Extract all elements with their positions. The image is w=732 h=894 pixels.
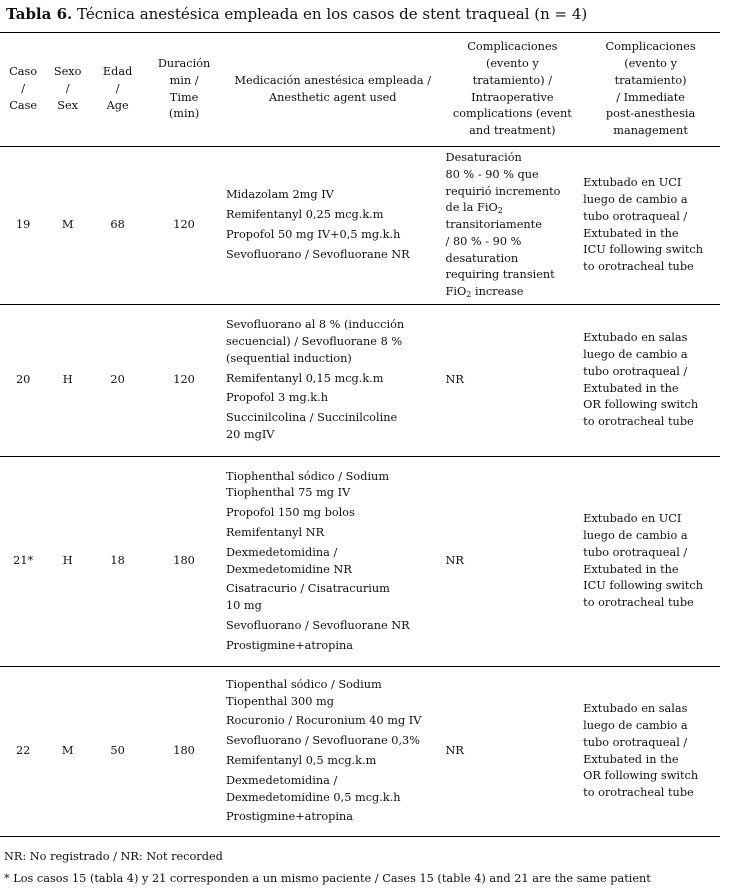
- header-sex: [46, 33, 89, 147]
- header-line: and treatment): [469, 124, 556, 138]
- header-line: (min): [168, 107, 200, 121]
- medication-item: [226, 753, 442, 770]
- post-anesthesia-line: luego de cambio a: [583, 192, 688, 206]
- medication-line: Remifentanyl 0,15 mcg.k.m: [225, 371, 384, 385]
- medication-line: Tiopenthal 300 mg: [225, 694, 334, 708]
- cell-case: [0, 305, 46, 457]
- medication-line: Propofol 50 mg IV+0,5 mg.k.h: [225, 228, 401, 241]
- post-anesthesia-line: tubo orotraqueal /: [583, 364, 688, 378]
- complication-line: FiO$_2$ increase: [445, 285, 524, 300]
- post-anesthesia-line: luego de cambio a: [583, 347, 688, 361]
- cell-time: [146, 457, 222, 667]
- table-row: [0, 667, 720, 837]
- sex-value: M: [61, 744, 74, 758]
- header-line: /: [21, 82, 26, 96]
- header-line: min /: [169, 73, 199, 87]
- header-line: Edad: [102, 65, 133, 79]
- header-line: Duración: [157, 56, 211, 70]
- post-anesthesia-line: ICU following switch: [583, 243, 704, 257]
- medication-line: Dexmedetomidina /: [225, 773, 338, 787]
- post-anesthesia-line: luego de cambio a: [583, 718, 688, 732]
- medication-line: Tiophenthal 75 mg IV: [225, 486, 351, 500]
- table-row: [0, 457, 720, 667]
- medication-line: 20 mgIV: [225, 427, 275, 441]
- post-anesthesia-line: tubo orotraqueal /: [583, 735, 688, 749]
- cell-sex: [46, 147, 89, 305]
- complication-line: desaturation: [445, 251, 519, 265]
- header-line: Time: [169, 90, 199, 104]
- cell-intraop-complication: [444, 305, 582, 457]
- cell-age: [89, 147, 146, 305]
- medication-item: [226, 809, 442, 826]
- cell-intraop-complication: [444, 667, 582, 837]
- post-anesthesia-line: Extubado en salas: [583, 702, 688, 716]
- cell-intraop-complication: [444, 147, 582, 305]
- footnote-nr: NR: No registrado / NR: Not recorded: [4, 850, 223, 863]
- cell-case: [0, 667, 46, 837]
- age-value: 20: [110, 373, 125, 387]
- case-value: 21*: [13, 554, 34, 568]
- medication-line: Dexmedetomidina /: [225, 545, 338, 559]
- header-line: / Immediate: [616, 90, 685, 104]
- cell-medication: [222, 457, 444, 667]
- header-line: Complicaciones: [605, 40, 696, 54]
- post-anesthesia-line: to orotracheal tube: [583, 415, 694, 429]
- complication-line: requiring transient: [445, 268, 555, 282]
- cell-sex: [46, 667, 89, 837]
- cell-sex: [46, 457, 89, 667]
- post-anesthesia-line: Extubado en salas: [583, 331, 688, 345]
- cell-time: [146, 147, 222, 305]
- post-anesthesia-line: to orotracheal tube: [583, 596, 694, 610]
- post-anesthesia-line: to orotracheal tube: [583, 786, 694, 800]
- medication-line: Propofol 3 mg.k.h: [225, 391, 328, 405]
- cell-medication: [222, 305, 444, 457]
- medication-line: Propofol 150 mg bolos: [225, 506, 355, 520]
- header-line: Caso: [9, 65, 38, 79]
- cell-sex: [46, 305, 89, 457]
- footnote-cases: * Los casos 15 (tabla 4) y 21 corresponden a un mismo paciente / Cases 15 (table 4) and 21 are the same patient: [4, 872, 651, 885]
- age-value: 18: [110, 554, 125, 568]
- medication-line: Cisatracurio / Cisatracurium: [225, 582, 390, 596]
- medication-line: Sevofluorano / Sevofluorane NR: [225, 247, 410, 261]
- cell-intraop-complication: [444, 457, 582, 667]
- post-anesthesia-line: Extubado en UCI: [583, 176, 682, 190]
- sex-value: H: [62, 373, 73, 387]
- medication-line: Midazolam 2mg IV: [225, 188, 334, 202]
- header-row: [0, 33, 720, 147]
- post-anesthesia-line: luego de cambio a: [583, 528, 688, 542]
- medication-line: Sevofluorano al 8 % (inducción: [225, 318, 405, 332]
- medication-line: secuencial) / Sevofluorane 8 %: [225, 335, 403, 348]
- case-value: 22: [15, 744, 31, 758]
- medication-line: 10 mg: [225, 599, 262, 613]
- cell-time: [146, 667, 222, 837]
- header-age: [89, 33, 146, 147]
- cell-post-anesthesia: [581, 457, 720, 667]
- complication-line: 80 % - 90 % que: [445, 167, 539, 181]
- medication-item: [226, 713, 442, 730]
- header-line: Case: [9, 98, 38, 112]
- complication-line: requirió incremento: [445, 184, 561, 198]
- medication-item: [226, 638, 442, 655]
- medication-line: Sevofluorano / Sevofluorane 0,3%: [225, 734, 420, 748]
- header-intraop-complications: [444, 33, 582, 147]
- cell-age: [89, 305, 146, 457]
- complication-line: NR: [445, 744, 464, 758]
- table-row: [0, 305, 720, 457]
- post-anesthesia-line: OR following switch: [583, 398, 699, 412]
- cell-post-anesthesia: [581, 667, 720, 837]
- post-anesthesia-line: Extubated in the: [583, 562, 679, 576]
- medication-line: Prostigmine+atropina: [225, 638, 354, 652]
- sex-value: H: [62, 554, 73, 568]
- medication-item: [226, 317, 442, 367]
- table-caption: [6, 5, 587, 23]
- sex-value: M: [61, 218, 74, 232]
- medication-item: [226, 581, 442, 615]
- cell-age: [89, 457, 146, 667]
- medication-line: Tiopenthal sódico / Sodium: [225, 677, 382, 691]
- time-value: 180: [173, 744, 195, 758]
- header-line: Intraoperative: [471, 90, 554, 104]
- cell-age: [89, 667, 146, 837]
- header-line: Sex: [57, 98, 79, 112]
- medication-item: [226, 773, 442, 807]
- medication-line: Tiophenthal sódico / Sodium: [225, 469, 390, 483]
- medication-item: [226, 410, 442, 444]
- anesthesia-table: [0, 32, 720, 837]
- cell-case: [0, 147, 46, 305]
- medication-line: Sevofluorano / Sevofluorane NR: [225, 618, 410, 632]
- cell-case: [0, 457, 46, 667]
- medication-item: [226, 677, 442, 711]
- complication-line: / 80 % - 90 %: [445, 234, 522, 248]
- post-anesthesia-line: tubo orotraqueal /: [583, 545, 688, 559]
- caption-label: Tabla 6.: [6, 5, 73, 23]
- header-line: Anesthetic agent used: [268, 90, 397, 104]
- medication-line: (sequential induction): [225, 351, 352, 365]
- table-body: [0, 147, 720, 837]
- medication-item: [226, 207, 442, 224]
- header-line: tratamiento) /: [472, 73, 553, 87]
- medication-item: [226, 469, 442, 503]
- medication-line: Succinilcolina / Succinilcoline: [225, 411, 398, 425]
- header-medication: [222, 33, 444, 147]
- post-anesthesia-line: to orotracheal tube: [583, 260, 694, 274]
- header-line: Age: [106, 98, 129, 112]
- caption-text: Técnica anestésica empleada en los casos de stent traqueal (n = 4): [77, 5, 588, 23]
- medication-item: [226, 545, 442, 579]
- header-case: [0, 33, 46, 147]
- header-post-anesthesia: [581, 33, 720, 147]
- case-value: 19: [15, 218, 31, 232]
- header-line: post-anesthesia: [605, 107, 696, 121]
- time-value: 120: [173, 218, 195, 232]
- post-anesthesia-line: Extubado en UCI: [583, 512, 682, 526]
- medication-line: Remifentanyl 0,5 mcg.k.m: [225, 754, 377, 767]
- post-anesthesia-line: tubo orotraqueal /: [583, 209, 688, 223]
- complication-line: transitoriamente: [445, 218, 542, 232]
- medication-item: [226, 390, 442, 407]
- header-time: [146, 33, 222, 147]
- medication-item: [226, 505, 442, 522]
- complication-line: NR: [445, 554, 464, 568]
- post-anesthesia-line: Extubated in the: [583, 752, 679, 766]
- header-line: Sexo: [53, 65, 82, 79]
- medication-line: Dexmedetomidine NR: [225, 562, 352, 576]
- header-line: tratamiento): [614, 73, 687, 87]
- medication-line: Remifentanyl 0,25 mcg.k.m: [225, 208, 384, 222]
- cell-time: [146, 305, 222, 457]
- medication-line: Remifentanyl NR: [225, 525, 325, 539]
- cell-post-anesthesia: [581, 305, 720, 457]
- medication-item: [226, 525, 442, 542]
- post-anesthesia-line: OR following switch: [583, 769, 699, 783]
- time-value: 180: [173, 554, 195, 568]
- medication-item: [226, 227, 442, 244]
- complication-line: de la FiO$_2$: [445, 201, 503, 216]
- medication-item: [226, 618, 442, 635]
- header-line: complications (event: [452, 107, 572, 121]
- post-anesthesia-line: ICU following switch: [583, 579, 704, 593]
- post-anesthesia-line: Extubated in the: [583, 381, 679, 395]
- header-line: Complicaciones: [467, 40, 558, 54]
- age-value: 50: [110, 744, 125, 758]
- cell-medication: [222, 667, 444, 837]
- complication-line: NR: [445, 373, 464, 387]
- header-line: /: [115, 82, 120, 96]
- case-value: 20: [15, 373, 31, 387]
- header-line: (evento y: [485, 56, 539, 70]
- medication-line: Rocuronio / Rocuronium 40 mg IV: [225, 714, 422, 728]
- medication-item: [226, 247, 442, 264]
- medication-item: [226, 371, 442, 388]
- post-anesthesia-line: Extubated in the: [583, 226, 679, 240]
- age-value: 68: [110, 218, 125, 232]
- medication-line: Dexmedetomidine 0,5 mcg.k.h: [225, 790, 401, 804]
- header-line: management: [613, 124, 688, 138]
- cell-medication: [222, 147, 444, 305]
- header-line: (evento y: [624, 56, 677, 70]
- header-line: Medicación anestésica empleada /: [234, 73, 432, 87]
- complication-line: Desaturación: [445, 150, 522, 164]
- table-header: [0, 33, 720, 147]
- header-line: /: [65, 82, 70, 96]
- table-row: [0, 147, 720, 305]
- cell-post-anesthesia: [581, 147, 720, 305]
- medication-item: [226, 733, 442, 750]
- medication-line: Prostigmine+atropina: [225, 810, 354, 824]
- medication-item: [226, 187, 442, 204]
- time-value: 120: [173, 373, 195, 387]
